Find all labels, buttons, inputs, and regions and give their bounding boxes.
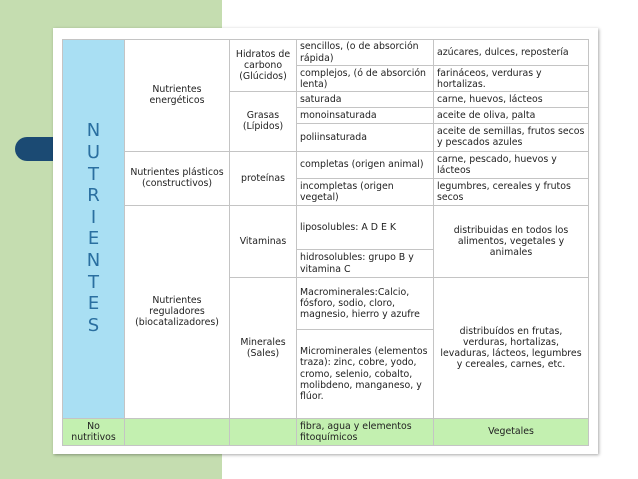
vertical-title bbox=[66, 121, 121, 336]
macrominerales-type: Macrominerales:Calcio, fósforo, sodio, cloro, magnesio, hierro y azufre bbox=[297, 278, 434, 330]
microminerales-type: Microminerales (elementos traza): zinc, cobre, yodo, cromo, selenio, cobalto, molibdeno, manganeso, y flúor. bbox=[297, 330, 434, 418]
grasa-poliinsaturada-type: poliinsaturada bbox=[297, 124, 434, 151]
grasa-saturada-type: saturada bbox=[297, 92, 434, 108]
hidratos-complejos-type: complejos, (ó de absorción lenta) bbox=[297, 66, 434, 92]
grasa-monoinsaturada-sources: aceite de oliva, palta bbox=[434, 108, 589, 124]
grasa-monoinsaturada-type: monoinsaturada bbox=[297, 108, 434, 124]
minerales-sources: distribuídos en frutas, verduras, hortalizas, levaduras, lácteos, legumbres y cereales, carnes, etc. bbox=[434, 278, 589, 419]
vitaminas-sources: distribuidas en todos los alimentos, vegetales y animales bbox=[434, 205, 589, 277]
decorative-bottom-band bbox=[0, 455, 53, 479]
title-letter: I bbox=[90, 206, 97, 228]
hidratos-sencillos-sources: azúcares, dulces, repostería bbox=[434, 40, 589, 66]
proteinas-completas-sources: carne, pescado, huevos y lácteos bbox=[434, 151, 589, 178]
hidratos-sencillos-type: sencillos, (o de absorción rápida) bbox=[297, 40, 434, 66]
minerales-label: Minerales (Sales) bbox=[230, 278, 297, 419]
vitaminas-liposolubles-type: liposolubles: A D E K bbox=[297, 205, 434, 249]
proteinas-incompletas-type: incompletas (origen vegetal) bbox=[297, 178, 434, 205]
hidratos-label: Hidratos de carbono (Glúcidos) bbox=[230, 40, 297, 92]
vitaminas-hidrosolubles-type: hidrosolubles: grupo B y vitamina C bbox=[297, 249, 434, 277]
title-letter: N bbox=[86, 120, 101, 142]
proteinas-incompletas-sources: legumbres, cereales y frutos secos bbox=[434, 178, 589, 205]
nutrientes-title-column bbox=[63, 40, 125, 419]
grasa-saturada-sources: carne, huevos, lácteos bbox=[434, 92, 589, 108]
plasticos-label: Nutrientes plásticos (constructivos) bbox=[125, 151, 230, 205]
title-letter: E bbox=[87, 228, 100, 250]
no-nutritivos-sources: Vegetales bbox=[434, 418, 589, 445]
title-letter: S bbox=[87, 314, 100, 336]
grasas-label: Grasas (Lípidos) bbox=[230, 92, 297, 151]
title-letter: N bbox=[86, 249, 101, 271]
title-letter: T bbox=[88, 163, 99, 185]
reguladores-label: Nutrientes reguladores (biocatalizadores) bbox=[125, 205, 230, 418]
title-letter: U bbox=[86, 142, 101, 164]
no-nutritivos-empty-1 bbox=[125, 418, 230, 445]
proteinas-completas-type: completas (origen animal) bbox=[297, 151, 434, 178]
nutrients-table bbox=[62, 39, 589, 446]
no-nutritivos-empty-2 bbox=[230, 418, 297, 445]
title-letter: R bbox=[87, 185, 100, 207]
energeticos-label: Nutrientes energéticos bbox=[125, 40, 230, 152]
slide-bullet-shape bbox=[15, 137, 55, 161]
grasa-poliinsaturada-sources: aceite de semillas, frutos secos y pescados azules bbox=[434, 124, 589, 151]
no-nutritivos-label: No nutritivos bbox=[63, 418, 125, 445]
no-nutritivos-type: fibra, agua y elementos fitoquímicos bbox=[297, 418, 434, 445]
proteinas-label: proteínas bbox=[230, 151, 297, 205]
slide-card bbox=[53, 28, 598, 454]
title-letter: E bbox=[87, 293, 100, 315]
title-letter: T bbox=[88, 271, 99, 293]
vitaminas-label: Vitaminas bbox=[230, 205, 297, 277]
hidratos-complejos-sources: farináceos, verduras y hortalizas. bbox=[434, 66, 589, 92]
